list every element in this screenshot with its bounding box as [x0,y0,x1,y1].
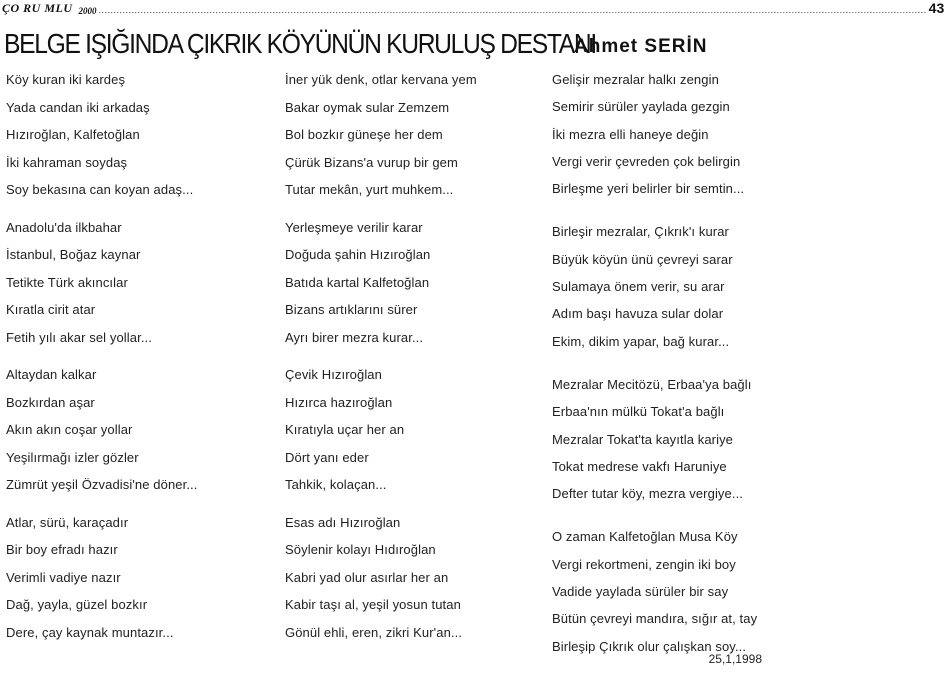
stanza [552,371,772,507]
verse-line: Çevik Hızıroğlan [285,367,382,382]
verse-line: Fetih yılı akar sel yollar... [6,329,152,345]
stanza [285,509,540,647]
stanza [6,509,261,647]
running-header [2,0,944,16]
verse-line: Dere, çay kaynak muntazır... [6,624,174,640]
verse-line: İstanbul, Boğaz kaynar [6,247,141,262]
verse-line: Ekim, dikim yapar, bağ kurar... [552,333,730,349]
stanza [285,66,540,204]
page-number: 43 [928,0,944,16]
verse-line: Vergi verir çevreden çok belirgin [552,153,741,169]
verse-line: Bozkırdan aşar [6,394,95,410]
stanza [552,66,772,202]
verse-line: Doğuda şahin Hızıroğlan [285,247,431,262]
verse-line: Anadolu'da ilkbahar [6,219,122,235]
verse-line: Ayrı birer mezra kurar... [285,329,424,345]
verse-line: Semirir sürüler yaylada gezgin [552,99,730,115]
verse-line: Akın akın coşar yollar [6,422,133,437]
stanza [6,66,261,204]
poem-column-3 [552,66,772,676]
verse-line: Zümrüt yeşil Özvadisi'ne döner... [6,477,198,492]
author-name: Ahmet SERİN [574,36,708,57]
verse-line: Atlar, sürü, karaçadır [6,514,129,530]
verse-line: Birleşme yeri belirler bir semtin... [552,181,745,197]
verse-line: Bakar oymak sular Zemzem [285,99,450,115]
verse-line: O zaman Kalfetoğlan Musa Köy [552,529,738,545]
verse-line: İki mezra elli haneye değin [552,126,709,142]
verse-line: Tokat medrese vakfı Haruniye [552,458,727,474]
verse-line: Verimli vadiye nazır [6,569,121,585]
verse-line: Erbaa'nın mülkü Tokat'a bağlı [552,404,725,420]
verse-line: Kıratıyla uçar her an [285,422,405,437]
stanza [6,214,261,352]
magazine-name: ÇO RU MLU [2,1,73,15]
verse-line: Söylenir kolayı Hıdıroğlan [285,542,436,557]
verse-line: Mezralar Mecitözü, Erbaa'ya bağlı [552,376,752,392]
verse-line: Kabir taşı al, yeşil yosun tutan [285,597,461,612]
verse-line: Dağ, yayla, güzel bozkır [6,597,148,612]
verse-line: Tahkik, kolaçan... [285,477,387,492]
verse-line: Vergi rekortmeni, zengin iki boy [552,556,736,572]
verse-line: Soy bekasına can koyan adaş... [6,182,194,197]
verse-line: Bol bozkır güneşe her dem [285,127,443,142]
verse-line: Altaydan kalkar [6,367,97,382]
verse-line: Yeşilırmağı izler gözler [6,449,139,465]
verse-line: Çürük Bizans'a vurup bir gem [285,154,458,170]
verse-line: Bizans artıklarını sürer [285,302,418,317]
verse-line: Kıratla cirit atar [6,302,96,317]
verse-line: Büyük köyün ünü çevreyi sarar [552,251,733,267]
verse-line: Bütün çevreyi mandıra, sığır at, tay [552,611,758,627]
poem-date: 25,1,1998 [708,652,762,666]
verse-line: Gelişir mezralar halkı zengin [552,72,719,87]
verse-line: Mezralar Tokat'ta kayıtla kariye [552,431,734,447]
stanza [6,361,261,499]
verse-line: Bir boy efradı hazır [6,542,118,557]
verse-line: Hızıroğlan, Kalfetoğlan [6,127,140,142]
verse-line: İner yük denk, otlar kervana yem [285,72,477,87]
verse-line: Kabri yad olur asırlar her an [285,569,449,585]
leader-dots: .................................................................................................................................................................................................................................................................................... [98,5,927,15]
verse-line: Birleşir mezralar, Çıkrık'ı kurar [552,224,729,240]
verse-line: Birleşip Çıkrık olur çalışkan soy... [552,638,747,654]
verse-line: Yerleşmeye verilir karar [285,219,423,235]
stanza [285,214,540,352]
verse-line: Hızırca hazıroğlan [285,394,393,410]
title-bar [4,22,770,62]
verse-line: Gönül ehli, eren, zikri Kur'an... [285,624,463,640]
verse-line: Batıda kartal Kalfetoğlan [285,274,430,290]
verse-line: Defter tutar köy, mezra vergiye... [552,486,743,502]
verse-line: Yada candan iki arkadaş [6,99,150,115]
stanza [552,523,772,659]
issue-year: 2000 [78,6,97,16]
poem-column-2 [285,66,540,656]
verse-line: Dört yanı eder [285,449,369,465]
verse-line: İki kahraman soydaş [6,154,128,170]
verse-line: Köy kuran iki kardeş [6,72,126,87]
verse-line: Vadide yaylada sürüler bir say [552,584,729,600]
poem-column-1 [6,66,261,656]
verse-line: Tetikte Türk akıncılar [6,274,128,290]
verse-line: Esas adı Hızıroğlan [285,514,401,530]
verse-line: Sulamaya önem verir, su arar [552,279,725,295]
verse-line: Tutar mekân, yurt muhkem... [285,182,454,197]
verse-line: Adım başı havuza sular dolar [552,306,724,322]
poem-title: BELGE IŞIĞINDA ÇIKRIK KÖYÜNÜN KURULUŞ DESTANI [4,28,596,59]
stanza [552,218,772,354]
stanza [285,361,540,499]
